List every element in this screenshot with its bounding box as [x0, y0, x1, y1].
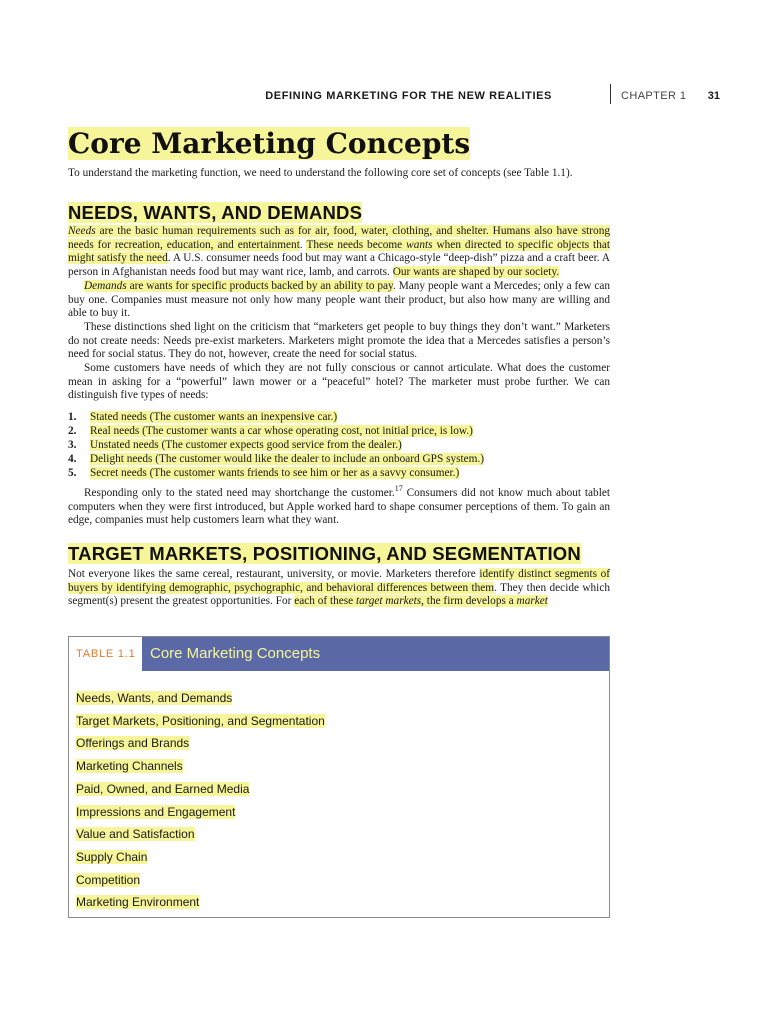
table-row: Marketing Channels: [76, 759, 183, 774]
needs-p1-s1: Needs are the basic human requirements such as for air, food, water, clothing, and shelter. Humans also have strong needs for recreation, education, and entertainment: [68, 225, 610, 251]
table-header: [69, 637, 609, 671]
target-heading: [68, 542, 581, 566]
needs-paragraph-5: Responding only to the stated need may shortchange the customer.$^{17}$ Consumers did not know much about tablet computers when they were first introduced, but Apple worked hard to shape consumer perceptions of them. To gain an edge, companies must help customers learn what they want.: [68, 484, 610, 527]
list-item: 2. Real needs (The customer wants a car whose operating cost, not initial price, is low.): [68, 424, 473, 437]
target-p1-s4: each of these target markets, the firm develops a market: [294, 595, 548, 608]
intro-paragraph: To understand the marketing function, we need to understand the following core set of concepts (see Table 1.1).: [68, 167, 573, 179]
list-item: 4. Delight needs (The customer would like the dealer to include an onboard GPS system.): [68, 452, 485, 465]
table-row: Paid, Owned, and Earned Media: [76, 781, 250, 796]
running-head-divider: [610, 84, 611, 104]
core-concepts-table: [68, 636, 610, 918]
table-row: Needs, Wants, and Demands: [76, 691, 233, 705]
target-heading-text: TARGET MARKETS, POSITIONING, AND SEGMENTATION: [68, 543, 581, 564]
list-item: 1. Stated needs (The customer wants an inexpensive car.): [68, 411, 338, 423]
list-item: 3. Unstated needs (The customer expects good service from the dealer.): [68, 438, 402, 451]
needs-paragraph-3: These distinctions shed light on the criticism that “marketers get people to buy things they don’t want.” Marketers do not create needs: Needs pre-exist marketers. Marketers might promote the idea that a Mercedes satisfies a person’s need for social status. They do not, however, create the need for social status.: [68, 321, 610, 361]
table-title: Core Marketing Concepts: [150, 645, 321, 662]
table-concepts-list: [76, 687, 325, 914]
needs-heading: [68, 201, 362, 225]
needs-paragraph-4: Some customers have needs of which they are not fully conscious or cannot articulate. What does the customer mean in asking for a “powerful” lawn mower or a “peaceful” hotel? The marketer must probe further. We can distinguish five types of needs:: [68, 362, 610, 402]
needs-paragraph-2: Demands are wants for specific products backed by an ability to pay. Many people want a Mercedes; only a few can buy one. Companies must measure not only how many people want their product, but also how many are willing and able to buy it.: [68, 280, 610, 320]
page-number: 31: [707, 90, 720, 102]
table-row: Impressions and Engagement: [76, 804, 236, 819]
table-row: Offerings and Brands: [76, 736, 190, 751]
needs-p1-s5: Our wants are shaped by our society.: [392, 265, 560, 278]
footnote-ref: 17: [394, 484, 403, 494]
needs-p2-s1: Demands are wants for specific products backed by an ability to pay: [84, 280, 393, 292]
running-head-title: DEFINING MARKETING FOR THE NEW REALITIES: [265, 90, 552, 102]
running-head-chapter: CHAPTER 1: [621, 90, 687, 102]
needs-heading-text: NEEDS, WANTS, AND DEMANDS: [68, 202, 363, 223]
needs-paragraph-1: Needs are the basic human requirements such as for air, food, water, clothing, and shelter. Humans also have strong needs for recreation, education, and entertainment. These needs become wants when directed to specific objects that might satisfy the need. A U.S. consumer needs food but may want a Chicago-style “deep-dish” pizza and a craft beer. A person in Afghanistan needs food but may want rice, lamb, and carrots. Our wants are shaped by our society.: [68, 225, 611, 278]
needs-term: Needs: [68, 225, 96, 237]
needs-p1-s3: These needs become wants when directed to specific objects that might satisfy the need: [68, 238, 611, 265]
wants-term: wants: [406, 238, 433, 251]
target-p1-s2: identify distinct segments of buyers by identifying demographic, psychographic, and behavioral differences between them: [68, 568, 610, 594]
list-item: 5. Secret needs (The customer wants friends to see him or her as a savvy consumer.): [68, 466, 460, 479]
section-title-text: Core Marketing Concepts: [68, 127, 471, 160]
section-title: [68, 127, 470, 161]
table-row: Supply Chain: [76, 849, 148, 864]
target-paragraph-1: Not everyone likes the same cereal, restaurant, university, or movie. Marketers therefore identify distinct segments of buyers by identifying demographic, psychographic, and behavioral differences between them. They then decide which segment(s) present the greatest opportunities. For each of these target markets, the firm develops a market: [68, 568, 610, 608]
table-row: Target Markets, Positioning, and Segmentation: [76, 713, 325, 728]
table-row: Marketing Environment: [76, 895, 200, 910]
table-row: Competition: [76, 872, 141, 887]
table-label-cell: [69, 637, 141, 671]
table-label: TABLE 1.1: [76, 648, 136, 660]
table-title-band: [142, 637, 609, 671]
running-head: [0, 88, 720, 106]
needs-types-list: [68, 411, 484, 481]
demands-term: Demands: [84, 280, 127, 292]
table-row: Value and Satisfaction: [76, 827, 195, 842]
